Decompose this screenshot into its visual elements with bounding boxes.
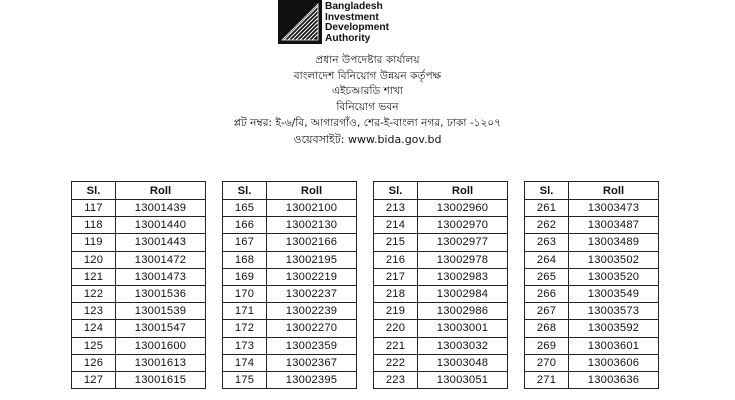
table-header-row [374, 182, 508, 200]
table-row [525, 234, 659, 251]
roll-cell: 13002100 [267, 200, 357, 217]
serial-cell: 267 [525, 303, 569, 320]
table-header-row [72, 182, 206, 200]
roll-cell: 13002219 [267, 268, 357, 285]
roll-cell: 13002986 [418, 303, 508, 320]
sl-column-header: Sl. [223, 182, 267, 200]
roll-cell: 13003032 [418, 337, 508, 354]
serial-cell: 218 [374, 285, 418, 302]
roll-tables [0, 181, 735, 400]
roll-cell: 13002978 [418, 251, 508, 268]
sl-column-header: Sl. [374, 182, 418, 200]
table-row [374, 303, 508, 320]
table-row [223, 371, 357, 388]
roll-cell: 13002984 [418, 285, 508, 302]
serial-cell: 263 [525, 234, 569, 251]
roll-cell: 13001439 [116, 200, 206, 217]
table-row [72, 285, 206, 302]
roll-cell: 13001615 [116, 371, 206, 388]
table-row [223, 285, 357, 302]
serial-cell: 220 [374, 320, 418, 337]
roll-cell: 13002270 [267, 320, 357, 337]
roll-table [222, 181, 357, 389]
table-row [72, 200, 206, 217]
serial-cell: 118 [72, 217, 116, 234]
roll-cell: 13003001 [418, 320, 508, 337]
table-row [223, 200, 357, 217]
roll-cell: 13003606 [569, 354, 659, 371]
serial-cell: 121 [72, 268, 116, 285]
table-row [72, 303, 206, 320]
office-line: প্লট নম্বর: ই-৬/বি, আগারগাঁও, শের-ই-বাংলা নগর, ঢাকা -১২০৭ [233, 116, 502, 129]
roll-cell: 13001440 [116, 217, 206, 234]
serial-cell: 125 [72, 337, 116, 354]
roll-column-header: Roll [569, 182, 659, 200]
office-address [0, 53, 735, 147]
roll-cell: 13001473 [116, 268, 206, 285]
roll-cell: 13003489 [569, 234, 659, 251]
table-row [72, 234, 206, 251]
roll-table [373, 181, 508, 389]
table-row [374, 251, 508, 268]
roll-cell: 13003487 [569, 217, 659, 234]
serial-cell: 172 [223, 320, 267, 337]
table-row [374, 234, 508, 251]
logo-wordmark [325, 2, 389, 44]
roll-cell: 13003636 [569, 371, 659, 388]
roll-cell: 13001539 [116, 303, 206, 320]
table-row [72, 268, 206, 285]
table-row [72, 320, 206, 337]
table-row [72, 217, 206, 234]
serial-cell: 219 [374, 303, 418, 320]
serial-cell: 222 [374, 354, 418, 371]
bida-logo [278, 0, 408, 44]
table-row [525, 251, 659, 268]
serial-cell: 171 [223, 303, 267, 320]
roll-cell: 13003051 [418, 371, 508, 388]
roll-cell: 13003473 [569, 200, 659, 217]
table-row [223, 337, 357, 354]
roll-cell: 13002983 [418, 268, 508, 285]
serial-cell: 261 [525, 200, 569, 217]
table-row [374, 371, 508, 388]
roll-cell: 13003573 [569, 303, 659, 320]
roll-cell: 13002237 [267, 285, 357, 302]
roll-cell: 13001547 [116, 320, 206, 337]
serial-cell: 169 [223, 268, 267, 285]
roll-cell: 13002960 [418, 200, 508, 217]
logo-line: Authority [325, 32, 371, 44]
serial-cell: 216 [374, 251, 418, 268]
logo-line: Bangladesh [325, 1, 383, 12]
serial-cell: 120 [72, 251, 116, 268]
serial-cell: 126 [72, 354, 116, 371]
serial-cell: 168 [223, 251, 267, 268]
serial-cell: 213 [374, 200, 418, 217]
serial-cell: 173 [223, 337, 267, 354]
serial-cell: 174 [223, 354, 267, 371]
table-row [72, 371, 206, 388]
serial-cell: 264 [525, 251, 569, 268]
serial-cell: 268 [525, 320, 569, 337]
table-row [223, 320, 357, 337]
table-row [525, 337, 659, 354]
roll-cell: 13003601 [569, 337, 659, 354]
roll-cell: 13001443 [116, 234, 206, 251]
roll-cell: 13001536 [116, 285, 206, 302]
serial-cell: 123 [72, 303, 116, 320]
office-line: এইচআরডি শাখা [331, 85, 404, 98]
office-line: প্রধান উপদেষ্টার কার্যালয় [315, 54, 420, 66]
table-row [374, 268, 508, 285]
roll-cell: 13003048 [418, 354, 508, 371]
table-row [72, 337, 206, 354]
roll-cell: 13003592 [569, 320, 659, 337]
table-row [223, 268, 357, 285]
roll-cell: 13002367 [267, 354, 357, 371]
table-row [374, 285, 508, 302]
roll-cell: 13003520 [569, 268, 659, 285]
table-row [525, 303, 659, 320]
roll-cell: 13002970 [418, 217, 508, 234]
table-row [374, 200, 508, 217]
logo-line: Investment [325, 11, 379, 23]
table-row [223, 217, 357, 234]
roll-cell: 13002130 [267, 217, 357, 234]
serial-cell: 266 [525, 285, 569, 302]
roll-cell: 13003549 [569, 285, 659, 302]
table-row [374, 354, 508, 371]
table-row [525, 371, 659, 388]
table-row [223, 354, 357, 371]
table-row [525, 354, 659, 371]
table-row [223, 303, 357, 320]
serial-cell: 221 [374, 337, 418, 354]
serial-cell: 265 [525, 268, 569, 285]
office-line: বাংলাদেশ বিনিয়োগ উন্নয়ন কর্তৃপক্ষ [293, 69, 442, 82]
serial-cell: 269 [525, 337, 569, 354]
bida-logo-icon [278, 0, 322, 44]
serial-cell: 223 [374, 371, 418, 388]
website-line: ওয়েবসাইট: www.bida.gov.bd [293, 132, 442, 146]
serial-cell: 167 [223, 234, 267, 251]
table-row [525, 320, 659, 337]
roll-cell: 13003502 [569, 251, 659, 268]
roll-cell: 13001600 [116, 337, 206, 354]
table-header-row [223, 182, 357, 200]
roll-column-header: Roll [116, 182, 206, 200]
table-row [525, 285, 659, 302]
table-row [374, 320, 508, 337]
roll-column-header: Roll [267, 182, 357, 200]
serial-cell: 166 [223, 217, 267, 234]
serial-cell: 122 [72, 285, 116, 302]
office-line: বিনিয়োগ ভবন [336, 101, 399, 114]
serial-cell: 270 [525, 354, 569, 371]
roll-cell: 13002977 [418, 234, 508, 251]
serial-cell: 117 [72, 200, 116, 217]
sl-column-header: Sl. [525, 182, 569, 200]
table-row [525, 217, 659, 234]
roll-cell: 13002395 [267, 371, 357, 388]
roll-cell: 13002359 [267, 337, 357, 354]
serial-cell: 170 [223, 285, 267, 302]
table-row [223, 251, 357, 268]
roll-cell: 13002195 [267, 251, 357, 268]
roll-table [524, 181, 659, 389]
sl-column-header: Sl. [72, 182, 116, 200]
roll-column-header: Roll [418, 182, 508, 200]
table-row [72, 251, 206, 268]
roll-table [71, 181, 206, 389]
serial-cell: 214 [374, 217, 418, 234]
roll-cell: 13001613 [116, 354, 206, 371]
roll-cell: 13002166 [267, 234, 357, 251]
table-header-row [525, 182, 659, 200]
roll-cell: 13002239 [267, 303, 357, 320]
serial-cell: 262 [525, 217, 569, 234]
serial-cell: 127 [72, 371, 116, 388]
serial-cell: 271 [525, 371, 569, 388]
roll-cell: 13001472 [116, 251, 206, 268]
serial-cell: 119 [72, 234, 116, 251]
serial-cell: 217 [374, 268, 418, 285]
table-row [525, 200, 659, 217]
logo-line: Development [325, 22, 389, 34]
table-row [374, 337, 508, 354]
table-row [525, 268, 659, 285]
serial-cell: 165 [223, 200, 267, 217]
serial-cell: 175 [223, 371, 267, 388]
table-row [223, 234, 357, 251]
table-row [374, 217, 508, 234]
table-row [72, 354, 206, 371]
serial-cell: 215 [374, 234, 418, 251]
serial-cell: 124 [72, 320, 116, 337]
